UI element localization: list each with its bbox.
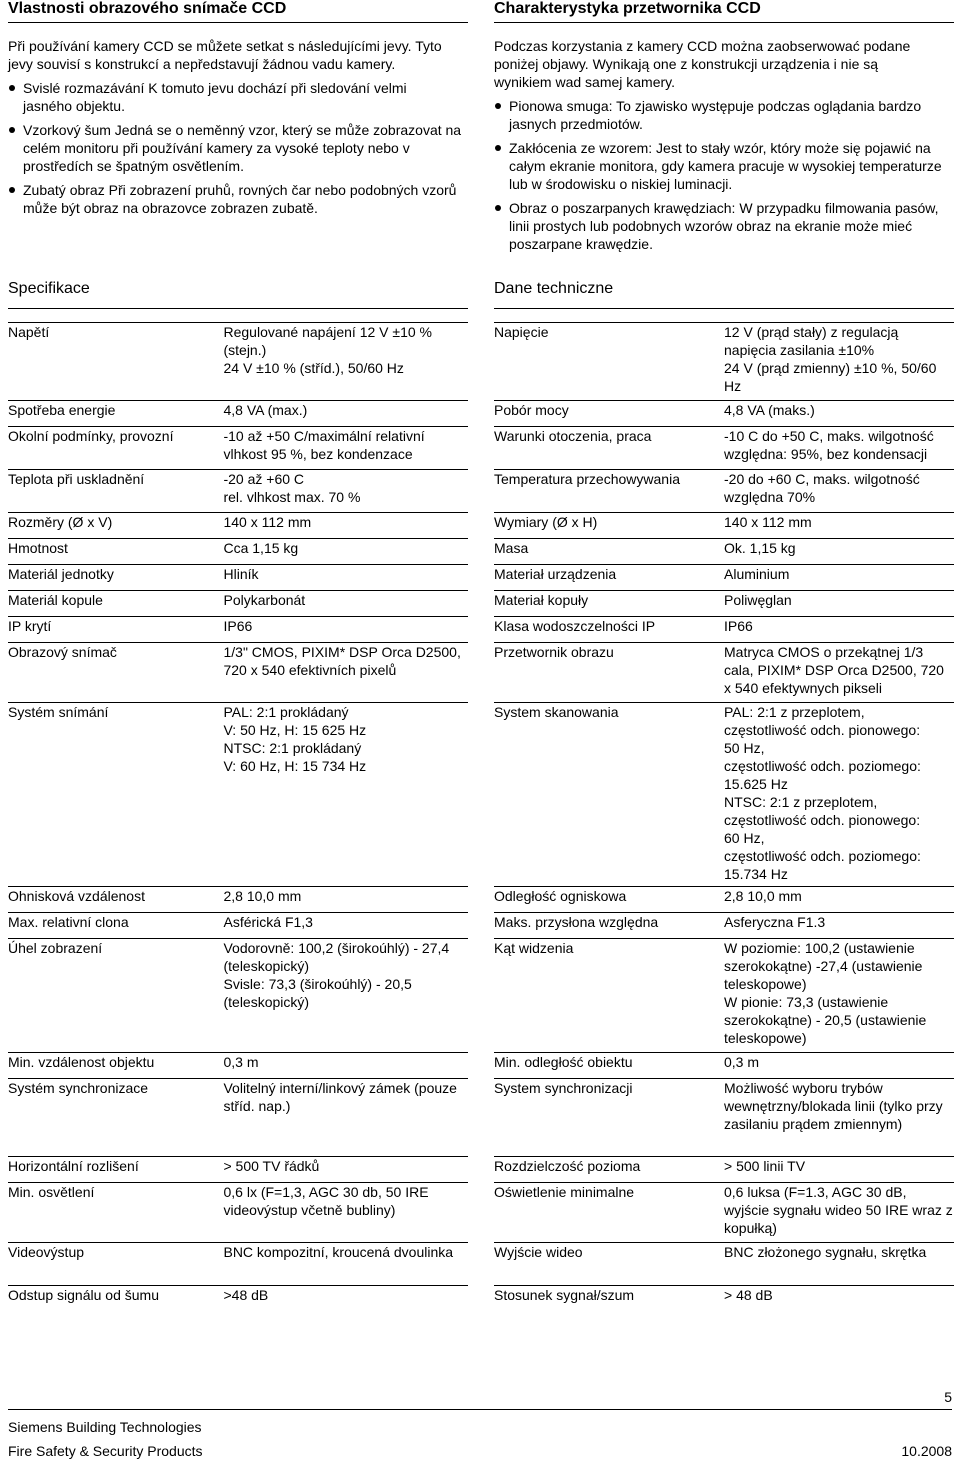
- spec-row: [8, 427, 468, 470]
- spec-value: 4,8 VA (max.): [223, 401, 468, 427]
- spec-value: Poliwęglan: [724, 591, 954, 617]
- spec-value: 140 x 112 mm: [223, 513, 468, 539]
- spec-value: BNC kompozitní, kroucená dvoulinka: [223, 1243, 468, 1286]
- spec-title: Dane techniczne: [494, 280, 954, 309]
- intro-text: Podczas korzystania z kamery CCD można zaobserwować podane poniżej objawy. Wynikają one z konstrukcji urządzenia i nie są wynikiem wad samej kamery.: [494, 38, 911, 90]
- spec-value: PAL: 2:1 prokládaný V: 50 Hz, H: 15 625 Hz NTSC: 2:1 prokládaný V: 60 Hz, H: 15 734 Hz: [223, 703, 468, 887]
- bullet-icon: [9, 85, 15, 91]
- spec-key: Hmotnost: [8, 539, 223, 565]
- spec-key: Videovýstup: [8, 1243, 223, 1286]
- spec-row: [494, 617, 954, 643]
- spec-value: IP66: [724, 617, 954, 643]
- spec-row: [494, 913, 954, 939]
- list-item: Svislé rozmazávání K tomuto jevu dochází při sledování velmi jasného objektu.: [8, 79, 453, 115]
- intro-block: [494, 37, 954, 253]
- spec-key: Wymiary (Ø x H): [494, 513, 724, 539]
- footer-date: 10.2008: [901, 1443, 952, 1459]
- spec-row: [8, 591, 468, 617]
- intro-text: Při používání kamery CCD se můžete setkat s následujícími jevy. Tyto jevy souvisí s konstrukcí a nepředstavují žádnou vadu kamery.: [8, 38, 442, 72]
- spec-value: 140 x 112 mm: [724, 513, 954, 539]
- spec-key: Napětí: [8, 323, 223, 401]
- spec-row: [494, 591, 954, 617]
- spec-row: [494, 401, 954, 427]
- spec-key: Kąt widzenia: [494, 939, 724, 1053]
- spec-value: PAL: 2:1 z przeplotem, częstotliwość odch. pionowego: 50 Hz, częstotliwość odch. poziomego: 15.625 Hz NTSC: 2:1 z przeplotem, częstotliwość odch. pionowego: 60 Hz, częstotliwość odch. poziomego: 15.734 Hz: [724, 703, 954, 887]
- spec-value: -20 do +60 C, maks. wilgotność względna 70%: [724, 470, 954, 513]
- spec-value: BNC złożonego sygnału, skrętka: [724, 1243, 954, 1286]
- spec-row: [8, 617, 468, 643]
- spec-value: Aluminium: [724, 565, 954, 591]
- footer-divider: [8, 1409, 952, 1410]
- spec-key: Rozměry (Ø x V): [8, 513, 223, 539]
- spec-row: [8, 1243, 468, 1286]
- spec-key: Pobór mocy: [494, 401, 724, 427]
- spec-value: Możliwość wyboru trybów wewnętrzny/blokada linii (tylko przy zasilaniu prądem zmiennym): [724, 1079, 954, 1157]
- spec-key: Ohnisková vzdálenost: [8, 887, 223, 913]
- spec-row: [8, 1183, 468, 1243]
- spec-row: [494, 323, 954, 401]
- spec-row: [494, 565, 954, 591]
- spec-row: [494, 1243, 954, 1286]
- list-item: Zubatý obraz Při zobrazení pruhů, rovných čar nebo podobných vzorů může být obraz na obrazovce zobrazen zubatě.: [8, 181, 463, 217]
- spec-key: Oświetlenie minimalne: [494, 1183, 724, 1243]
- spec-row: [494, 470, 954, 513]
- spec-key: Systém snímání: [8, 703, 223, 887]
- spec-value: W poziomie: 100,2 (ustawienie szerokokątne) -27,4 (ustawienie teleskopowe) W pionie: 73,3 (ustawienie szerokokątne) - 20,5 (ustawienie teleskopowe): [724, 939, 954, 1053]
- spec-value: 0,3 m: [724, 1053, 954, 1079]
- spec-value: 12 V (prąd stały) z regulacją napięcia zasilania ±10% 24 V (prąd zmienny) ±10 %, 50/60 Hz: [724, 323, 954, 401]
- footer-row: [8, 1442, 952, 1460]
- spec-value: 0,6 lx (F=1,3, AGC 30 db, 50 IRE videovýstup včetně bubliny): [223, 1183, 468, 1243]
- spec-row: [8, 939, 468, 1053]
- spec-row: [494, 643, 954, 703]
- right-column: [494, 0, 954, 1303]
- list-item: Vzorkový šum Jedná se o neměnný vzor, který se může zobrazovat na celém monitoru při používání kamery za vysoké teploty nebo v prostředích se špatným osvětlením.: [8, 121, 463, 175]
- spec-row: [8, 565, 468, 591]
- spec-key: Odstup signálu od šumu: [8, 1286, 223, 1312]
- spec-row: [494, 1157, 954, 1183]
- list-item: Zakłócenia ze wzorem: Jest to stały wzór, który może się pojawić na całym ekranie monitora, gdy kamera pracuje w wysokiej temperaturze lub w środowisku o niskiej luminacji.: [494, 139, 949, 193]
- spec-row: [8, 1286, 468, 1312]
- spec-row: [8, 1157, 468, 1183]
- spec-key: Max. relativní clona: [8, 913, 223, 939]
- spec-key: Warunki otoczenia, praca: [494, 427, 724, 470]
- spec-value: 2,8 10,0 mm: [724, 887, 954, 913]
- page-number: 5: [944, 1389, 952, 1405]
- spec-value: Hliník: [223, 565, 468, 591]
- spec-key: System skanowania: [494, 703, 724, 887]
- footer-division: Fire Safety & Security Products: [8, 1443, 203, 1459]
- bullet-icon: [495, 145, 501, 151]
- spec-value: > 500 TV řádků: [223, 1157, 468, 1183]
- spec-table: [8, 322, 468, 1312]
- spec-row: [494, 513, 954, 539]
- spec-key: Rozdzielczość pozioma: [494, 1157, 724, 1183]
- bullet-icon: [495, 103, 501, 109]
- spec-key: Masa: [494, 539, 724, 565]
- spec-value: -10 až +50 C/maximální relativní vlhkost 95 %, bez kondenzace: [223, 427, 468, 470]
- spec-value: > 48 dB: [724, 1286, 954, 1312]
- spec-row: [494, 1053, 954, 1079]
- spec-value: 1/3" CMOS, PIXIM* DSP Orca D2500, 720 x 540 efektivních pixelů: [223, 643, 468, 703]
- list-item: Obraz o poszarpanych krawędziach: W przypadku filmowania pasów, linii prostych lub podobnych wzorów obraz na ekranie może mieć poszarpane krawędzie.: [494, 199, 949, 253]
- spec-key: Odległość ogniskowa: [494, 887, 724, 913]
- section-heading: Vlastnosti obrazového snímače CCD: [8, 0, 468, 23]
- spec-row: [8, 323, 468, 401]
- spec-row: [8, 887, 468, 913]
- spec-key: Materiál kopule: [8, 591, 223, 617]
- spec-row: [494, 539, 954, 565]
- left-column: [8, 0, 468, 1303]
- bullet-list: [8, 79, 468, 217]
- spec-value: Ok. 1,15 kg: [724, 539, 954, 565]
- intro-block: [8, 37, 468, 217]
- spec-value: > 500 linii TV: [724, 1157, 954, 1183]
- spec-row: [8, 470, 468, 513]
- spec-key: Materiał kopuły: [494, 591, 724, 617]
- spec-key: Maks. przysłona względna: [494, 913, 724, 939]
- spec-key: Teplota při uskladnění: [8, 470, 223, 513]
- spec-key: Materiál jednotky: [8, 565, 223, 591]
- spec-row: [494, 703, 954, 887]
- spec-row: [494, 1079, 954, 1157]
- bullet-icon: [9, 187, 15, 193]
- spec-row: [494, 939, 954, 1053]
- spec-row: [8, 1079, 468, 1157]
- spec-key: Úhel zobrazení: [8, 939, 223, 1053]
- spec-key: IP krytí: [8, 617, 223, 643]
- spec-key: Min. vzdálenost objektu: [8, 1053, 223, 1079]
- spec-table: [494, 322, 954, 1312]
- spec-value: Asferyczna F1.3: [724, 913, 954, 939]
- spec-value: Cca 1,15 kg: [223, 539, 468, 565]
- spec-key: Wyjście wideo: [494, 1243, 724, 1286]
- footer-company: Siemens Building Technologies: [8, 1419, 202, 1435]
- spec-key: Min. odległość obiektu: [494, 1053, 724, 1079]
- spec-value: Matryca CMOS o przekątnej 1/3 cala, PIXIM* DSP Orca D2500, 720 x 540 efektywnych pikseli: [724, 643, 954, 703]
- spec-value: Regulované napájení 12 V ±10 % (stejn.) 24 V ±10 % (stříd.), 50/60 Hz: [223, 323, 468, 401]
- spec-value: Polykarbonát: [223, 591, 468, 617]
- bullet-list: [494, 97, 954, 253]
- spec-value: Vodorovně: 100,2 (širokoúhlý) - 27,4 (teleskopický) Svisle: 73,3 (širokoúhlý) - 20,5 (teleskopický): [223, 939, 468, 1053]
- spec-key: Napięcie: [494, 323, 724, 401]
- list-item: Pionowa smuga: To zjawisko występuje podczas oglądania bardzo jasnych przedmiotów.: [494, 97, 929, 133]
- spec-row: [494, 1286, 954, 1312]
- spec-key: Spotřeba energie: [8, 401, 223, 427]
- spec-key: Okolní podmínky, provozní: [8, 427, 223, 470]
- spec-value: >48 dB: [223, 1286, 468, 1312]
- spec-value: -20 až +60 C rel. vlhkost max. 70 %: [223, 470, 468, 513]
- spec-value: 0,3 m: [223, 1053, 468, 1079]
- spec-row: [8, 913, 468, 939]
- spec-row: [8, 643, 468, 703]
- spec-title: Specifikace: [8, 280, 468, 309]
- spec-row: [8, 703, 468, 887]
- spec-key: Systém synchronizace: [8, 1079, 223, 1157]
- spec-key: Temperatura przechowywania: [494, 470, 724, 513]
- spec-key: Materiał urządzenia: [494, 565, 724, 591]
- spec-row: [8, 539, 468, 565]
- spec-row: [494, 427, 954, 470]
- spec-value: -10 C do +50 C, maks. wilgotność względna: 95%, bez kondensacji: [724, 427, 954, 470]
- spec-key: System synchronizacji: [494, 1079, 724, 1157]
- spec-value: Asférická F1,3: [223, 913, 468, 939]
- bullet-icon: [9, 127, 15, 133]
- spec-key: Horizontální rozlišení: [8, 1157, 223, 1183]
- spec-row: [494, 887, 954, 913]
- spec-value: 2,8 10,0 mm: [223, 887, 468, 913]
- spec-key: Obrazový snímač: [8, 643, 223, 703]
- spec-key: Min. osvětlení: [8, 1183, 223, 1243]
- spec-row: [8, 401, 468, 427]
- bullet-icon: [495, 205, 501, 211]
- spec-value: 0,6 luksa (F=1.3, AGC 30 dB, wyjście sygnału wideo 50 IRE wraz z kopułką): [724, 1183, 954, 1243]
- spec-row: [8, 1053, 468, 1079]
- spec-key: Stosunek sygnał/szum: [494, 1286, 724, 1312]
- spec-row: [8, 513, 468, 539]
- spec-value: Volitelný interní/linkový zámek (pouze stříd. nap.): [223, 1079, 468, 1157]
- spec-value: 4,8 VA (maks.): [724, 401, 954, 427]
- spec-value: IP66: [223, 617, 468, 643]
- section-heading: Charakterystyka przetwornika CCD: [494, 0, 954, 23]
- spec-key: Klasa wodoszczelności IP: [494, 617, 724, 643]
- spec-key: Przetwornik obrazu: [494, 643, 724, 703]
- spec-row: [494, 1183, 954, 1243]
